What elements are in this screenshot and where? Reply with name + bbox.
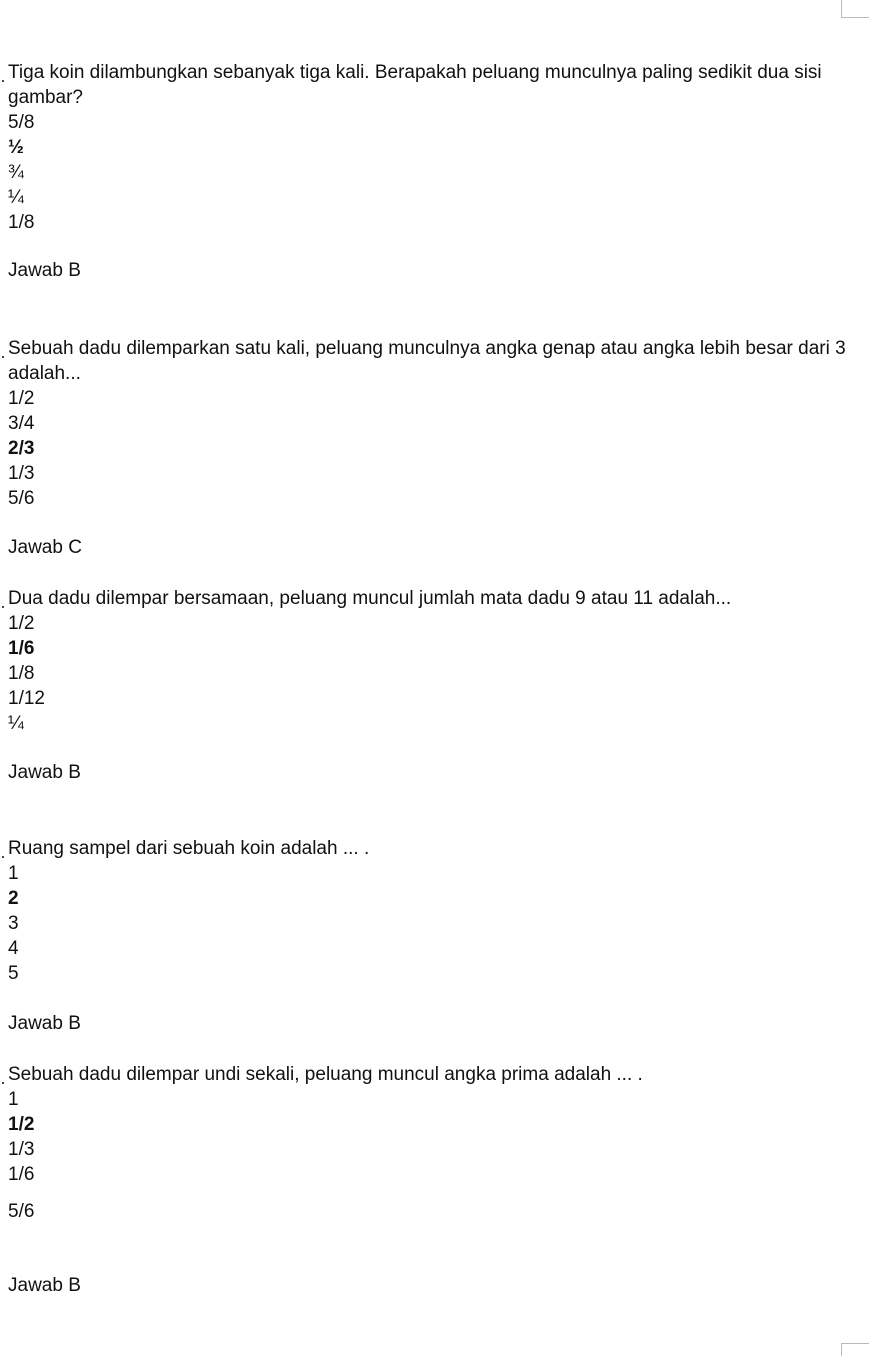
option-a: 1/2 — [8, 388, 35, 409]
option-d: 1/12 — [8, 688, 45, 709]
question-5 — [0, 1062, 860, 1224]
option-b: 2 — [8, 888, 19, 909]
option-b: 1/2 — [8, 1114, 35, 1135]
question-3 — [0, 586, 860, 736]
option-b: 1/6 — [8, 638, 35, 659]
question-text: Tiga koin dilambungkan sebanyak tiga kali. Berapakah peluang munculnya paling sedikit dua sisi gambar? — [0, 60, 860, 110]
question-text: Dua dadu dilempar bersamaan, peluang muncul jumlah mata dadu 9 atau 11 adalah... — [0, 586, 860, 611]
option-e: ¼ — [8, 713, 24, 734]
option-d: 1/6 — [8, 1164, 35, 1185]
option-d: ¼ — [8, 187, 24, 208]
option-d: 4 — [8, 938, 19, 959]
option-b: ½ — [8, 137, 24, 158]
option-a: 1 — [8, 863, 19, 884]
option-a: 5/8 — [8, 112, 35, 133]
option-c: 3 — [8, 913, 19, 934]
answer-2: Jawab C — [8, 537, 82, 558]
question-text: Ruang sampel dari sebuah koin adalah ... . — [0, 836, 860, 861]
answer-4: Jawab B — [8, 1013, 81, 1034]
option-b: 3/4 — [8, 413, 35, 434]
option-a: 1/2 — [8, 613, 35, 634]
option-c: 2/3 — [8, 438, 35, 459]
page-corner-mark-top — [841, 0, 869, 18]
option-c: 1/3 — [8, 1139, 35, 1160]
question-4 — [0, 836, 860, 986]
page-corner-mark-bottom — [841, 1343, 869, 1356]
option-c: 1/8 — [8, 663, 35, 684]
option-e: 5 — [8, 963, 19, 984]
option-e: 5/6 — [8, 488, 35, 509]
option-d: 1/3 — [8, 463, 35, 484]
option-e: 1/8 — [8, 212, 35, 233]
option-e: 5/6 — [8, 1201, 35, 1222]
question-text: Sebuah dadu dilempar undi sekali, peluang muncul angka prima adalah ... . — [0, 1062, 860, 1087]
option-c: ¾ — [8, 162, 24, 183]
question-2 — [0, 336, 860, 511]
answer-1: Jawab B — [8, 260, 81, 281]
answer-3: Jawab B — [8, 762, 81, 783]
question-1 — [0, 60, 860, 235]
question-text: Sebuah dadu dilemparkan satu kali, peluang munculnya angka genap atau angka lebih besar dari 3 adalah... — [0, 336, 860, 386]
answer-5: Jawab B — [8, 1275, 81, 1296]
option-a: 1 — [8, 1089, 19, 1110]
